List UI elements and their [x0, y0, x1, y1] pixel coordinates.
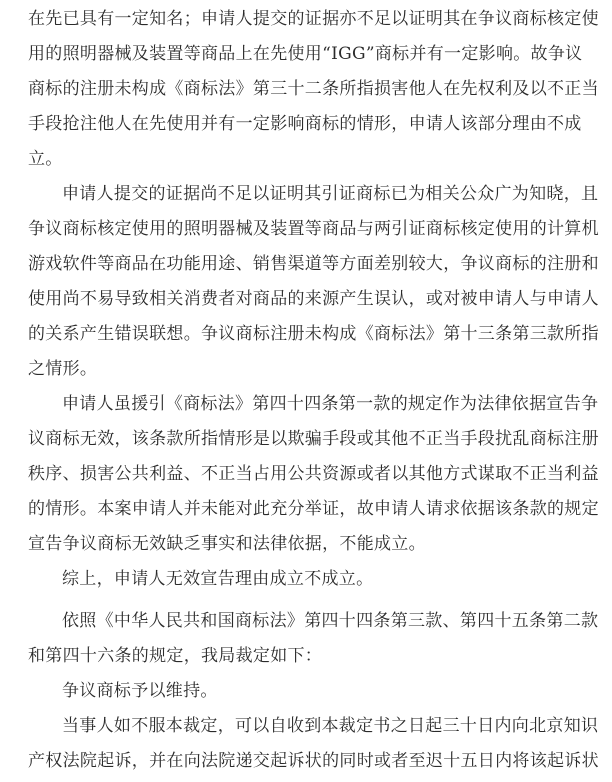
- text-line: 使用尚不易导致相关消费者对商品的来源产生误认，或对被申请人与申请人: [28, 289, 599, 309]
- paragraph-start-line: 申请人虽援引《商标法》第四十四条第一款的规定作为法律依据宣告争: [62, 394, 599, 414]
- text-line: 的情形。本案申请人并未能对此充分举证，故申请人请求依据该条款的规定: [28, 499, 599, 519]
- text-line: 在先已具有一定知名；申请人提交的证据亦不足以证明其在争议商标核定使: [28, 9, 599, 29]
- text-line: 和第四十六条的规定，我局裁定如下：: [28, 646, 323, 666]
- text-line: 的关系产生错误联想。争议商标注册未构成《商标法》第十三条第三款所指: [28, 324, 599, 344]
- text-line: 立。: [28, 149, 63, 169]
- text-line: 手段抢注他人在先使用并有一定影响商标的情形，申请人该部分理由不成: [28, 114, 582, 134]
- paragraph-start-line: 依照《中华人民共和国商标法》第四十四条第三款、第四十五条第二款: [62, 611, 599, 631]
- text-line: 游戏软件等商品在功能用途、销售渠道等方面差别较大，争议商标的注册和: [28, 254, 599, 274]
- paragraph-start-line: 申请人提交的证据尚不足以证明其引证商标已为相关公众广为知晓，且: [62, 184, 599, 204]
- text-line: 议商标无效，该条款所指情形是以欺骗手段或其他不正当手段扰乱商标注册: [28, 429, 599, 449]
- ruling-line: 争议商标予以维持。: [62, 681, 218, 701]
- text-line: 产权法院起诉，并在向法院递交起诉状的同时或者至迟十五日内将该起诉状: [28, 751, 599, 771]
- paragraph-start-line: 当事人如不服本裁定，可以自收到本裁定书之日起三十日内向北京知识: [62, 716, 599, 736]
- text-line: 秩序、损害公共利益、不正当占用公共资源或者以其他方式谋取不正当利益: [28, 464, 599, 484]
- text-line: 商标的注册未构成《商标法》第三十二条所指损害他人在先权利及以不正当: [28, 79, 599, 99]
- text-line: 之情形。: [28, 359, 98, 379]
- text-line: 宣告争议商标无效缺乏事实和法律依据，不能成立。: [28, 534, 426, 554]
- text-line: 争议商标核定使用的照明器械及装置等商品与两引证商标核定使用的计算机: [28, 219, 599, 239]
- paragraph-start-line: 综上，申请人无效宣告理由成立不成立。: [62, 569, 374, 589]
- text-line: 用的照明器械及装置等商品上在先使用“IGG”商标并有一定影响。故争议: [28, 44, 583, 64]
